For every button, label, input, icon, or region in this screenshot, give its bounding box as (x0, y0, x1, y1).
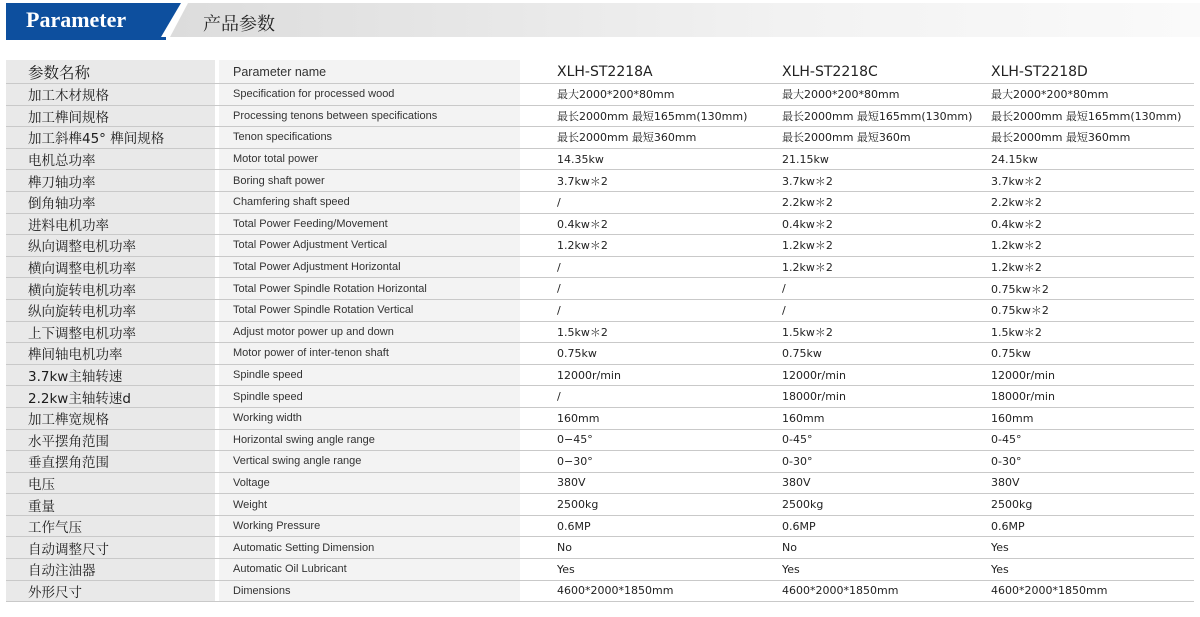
column-gap (520, 364, 547, 386)
value-model-c: 2500kg (772, 494, 981, 516)
value-model-d: 380V (981, 472, 1194, 494)
section-header (0, 0, 1200, 42)
table-row (6, 343, 1194, 365)
param-name-cn: 水平摆角范围 (6, 429, 215, 451)
value-model-d: 1.2kw＊2 (981, 235, 1194, 257)
table-row (6, 213, 1194, 235)
table-row (6, 127, 1194, 149)
column-gap (520, 537, 547, 559)
column-gap (520, 343, 547, 365)
table-row (6, 299, 1194, 321)
param-name-en: Voltage (219, 472, 520, 494)
param-name-en: Chamfering shaft speed (219, 191, 520, 213)
value-model-d: 2500kg (981, 494, 1194, 516)
param-name-en: Spindle speed (219, 386, 520, 408)
param-name-en: Adjust motor power up and down (219, 321, 520, 343)
column-gap (520, 105, 547, 127)
value-model-a: / (547, 191, 772, 213)
table-row (6, 235, 1194, 257)
param-name-en: Tenon specifications (219, 127, 520, 149)
param-name-cn: 加工榫宽规格 (6, 407, 215, 429)
value-model-c: Yes (772, 559, 981, 581)
param-name-en: Spindle speed (219, 364, 520, 386)
value-model-d: 160mm (981, 407, 1194, 429)
value-model-c: / (772, 299, 981, 321)
table-row (6, 321, 1194, 343)
value-model-a: Yes (547, 559, 772, 581)
table-row (6, 515, 1194, 537)
param-name-en: Specification for processed wood (219, 84, 520, 106)
table-row (6, 84, 1194, 106)
value-model-c: 1.2kw＊2 (772, 235, 981, 257)
param-name-en: Motor total power (219, 148, 520, 170)
column-gap (520, 148, 547, 170)
table-row (6, 451, 1194, 473)
value-model-a: No (547, 537, 772, 559)
param-name-en: Total Power Spindle Rotation Horizontal (219, 278, 520, 300)
table-row (6, 407, 1194, 429)
param-name-cn: 横向调整电机功率 (6, 256, 215, 278)
table-row (6, 105, 1194, 127)
param-name-cn: 横向旋转电机功率 (6, 278, 215, 300)
header-title-cn: 产品参数 (203, 14, 275, 35)
column-gap (520, 170, 547, 192)
header-model-c: XLH-ST2218C (772, 60, 981, 84)
parameter-table-container (6, 60, 1194, 602)
param-name-en: Motor power of inter-tenon shaft (219, 343, 520, 365)
param-name-cn: 3.7kw主轴转速 (6, 364, 215, 386)
value-model-c: 0-45° (772, 429, 981, 451)
value-model-a: 1.5kw＊2 (547, 321, 772, 343)
param-name-cn: 2.2kw主轴转速d (6, 386, 215, 408)
column-gap (520, 407, 547, 429)
value-model-a: / (547, 256, 772, 278)
column-gap (520, 386, 547, 408)
value-model-a: 0−45° (547, 429, 772, 451)
param-name-en: Dimensions (219, 580, 520, 602)
param-name-cn: 纵向调整电机功率 (6, 235, 215, 257)
param-name-en: Working Pressure (219, 515, 520, 537)
value-model-d: 0-45° (981, 429, 1194, 451)
param-name-en: Working width (219, 407, 520, 429)
param-name-en: Boring shaft power (219, 170, 520, 192)
column-gap (520, 299, 547, 321)
param-name-cn: 纵向旋转电机功率 (6, 299, 215, 321)
value-model-c: / (772, 278, 981, 300)
value-model-d: 0.4kw＊2 (981, 213, 1194, 235)
table-row (6, 278, 1194, 300)
param-name-en: Total Power Spindle Rotation Vertical (219, 299, 520, 321)
value-model-a: 3.7kw＊2 (547, 170, 772, 192)
param-name-cn: 电压 (6, 472, 215, 494)
value-model-c: 最大2000*200*80mm (772, 84, 981, 106)
param-name-cn: 重量 (6, 494, 215, 516)
value-model-d: 2.2kw＊2 (981, 191, 1194, 213)
value-model-a: 0.4kw＊2 (547, 213, 772, 235)
column-gap (520, 429, 547, 451)
value-model-d: 最大2000*200*80mm (981, 84, 1194, 106)
value-model-c: 1.5kw＊2 (772, 321, 981, 343)
param-name-cn: 榫间轴电机功率 (6, 343, 215, 365)
table-row (6, 170, 1194, 192)
value-model-a: / (547, 278, 772, 300)
header-underline (6, 37, 166, 40)
value-model-d: 0.75kw＊2 (981, 299, 1194, 321)
value-model-d: 24.15kw (981, 148, 1194, 170)
value-model-a: 160mm (547, 407, 772, 429)
value-model-a: 最大2000*200*80mm (547, 84, 772, 106)
value-model-c: 12000r/min (772, 364, 981, 386)
column-gap (520, 84, 547, 106)
column-gap (520, 580, 547, 602)
table-header-row (6, 60, 1194, 84)
param-name-cn: 垂直摆角范围 (6, 451, 215, 473)
param-name-cn: 自动调整尺寸 (6, 537, 215, 559)
column-gap (520, 472, 547, 494)
param-name-cn: 榫刀轴功率 (6, 170, 215, 192)
value-model-d: 0.6MP (981, 515, 1194, 537)
value-model-d: 1.5kw＊2 (981, 321, 1194, 343)
column-gap (520, 278, 547, 300)
value-model-d: Yes (981, 537, 1194, 559)
value-model-a: 0.75kw (547, 343, 772, 365)
column-gap (520, 235, 547, 257)
table-row (6, 472, 1194, 494)
value-model-c: 0.6MP (772, 515, 981, 537)
value-model-a: 2500kg (547, 494, 772, 516)
value-model-c: 160mm (772, 407, 981, 429)
value-model-c: 3.7kw＊2 (772, 170, 981, 192)
value-model-a: 380V (547, 472, 772, 494)
column-gap (520, 494, 547, 516)
value-model-c: 4600*2000*1850mm (772, 580, 981, 602)
table-row (6, 494, 1194, 516)
value-model-a: 4600*2000*1850mm (547, 580, 772, 602)
param-name-en: Total Power Feeding/Movement (219, 213, 520, 235)
value-model-c: No (772, 537, 981, 559)
table-row (6, 386, 1194, 408)
param-name-cn: 进料电机功率 (6, 213, 215, 235)
parameter-table (6, 60, 1194, 602)
value-model-a: 12000r/min (547, 364, 772, 386)
column-gap (520, 191, 547, 213)
param-name-en: Total Power Adjustment Vertical (219, 235, 520, 257)
value-model-d: 0.75kw (981, 343, 1194, 365)
column-gap (520, 256, 547, 278)
value-model-d: 12000r/min (981, 364, 1194, 386)
param-name-cn: 加工木材规格 (6, 84, 215, 106)
header-name-en: Parameter name (219, 60, 520, 84)
value-model-a: 最长2000mm 最短360mm (547, 127, 772, 149)
value-model-a: 0−30° (547, 451, 772, 473)
column-gap (520, 213, 547, 235)
header-title-en: Parameter (26, 7, 127, 32)
value-model-d: 最长2000mm 最短165mm(130mm) (981, 105, 1194, 127)
param-name-cn: 加工榫间规格 (6, 105, 215, 127)
column-gap (520, 515, 547, 537)
table-row (6, 364, 1194, 386)
value-model-d: 0-30° (981, 451, 1194, 473)
value-model-a: / (547, 386, 772, 408)
value-model-c: 2.2kw＊2 (772, 191, 981, 213)
param-name-cn: 外形尺寸 (6, 580, 215, 602)
header-gray-band (170, 3, 1200, 37)
value-model-c: 0-30° (772, 451, 981, 473)
header-name-cn: 参数名称 (6, 60, 215, 84)
param-name-en: Processing tenons between specifications (219, 105, 520, 127)
column-gap (520, 451, 547, 473)
value-model-a: / (547, 299, 772, 321)
value-model-c: 最长2000mm 最短165mm(130mm) (772, 105, 981, 127)
param-name-en: Automatic Setting Dimension (219, 537, 520, 559)
value-model-d: 4600*2000*1850mm (981, 580, 1194, 602)
value-model-c: 18000r/min (772, 386, 981, 408)
column-gap (520, 60, 547, 84)
table-row (6, 559, 1194, 581)
param-name-cn: 自动注油器 (6, 559, 215, 581)
header-model-a: XLH-ST2218A (547, 60, 772, 84)
table-row (6, 191, 1194, 213)
column-gap (520, 127, 547, 149)
table-row (6, 580, 1194, 602)
value-model-a: 14.35kw (547, 148, 772, 170)
value-model-d: 3.7kw＊2 (981, 170, 1194, 192)
table-row (6, 256, 1194, 278)
param-name-cn: 加工斜榫45° 榫间规格 (6, 127, 215, 149)
param-name-cn: 倒角轴功率 (6, 191, 215, 213)
column-gap (520, 559, 547, 581)
param-name-cn: 工作气压 (6, 515, 215, 537)
param-name-en: Vertical swing angle range (219, 451, 520, 473)
value-model-a: 1.2kw＊2 (547, 235, 772, 257)
param-name-cn: 电机总功率 (6, 148, 215, 170)
table-row (6, 537, 1194, 559)
table-row (6, 148, 1194, 170)
value-model-a: 0.6MP (547, 515, 772, 537)
value-model-d: 最长2000mm 最短360mm (981, 127, 1194, 149)
param-name-en: Total Power Adjustment Horizontal (219, 256, 520, 278)
param-name-en: Automatic Oil Lubricant (219, 559, 520, 581)
value-model-d: Yes (981, 559, 1194, 581)
table-row (6, 429, 1194, 451)
value-model-d: 18000r/min (981, 386, 1194, 408)
param-name-cn: 上下调整电机功率 (6, 321, 215, 343)
value-model-c: 0.4kw＊2 (772, 213, 981, 235)
value-model-c: 最长2000mm 最短360m (772, 127, 981, 149)
value-model-c: 1.2kw＊2 (772, 256, 981, 278)
value-model-c: 0.75kw (772, 343, 981, 365)
value-model-d: 1.2kw＊2 (981, 256, 1194, 278)
column-gap (520, 321, 547, 343)
value-model-c: 380V (772, 472, 981, 494)
value-model-d: 0.75kw＊2 (981, 278, 1194, 300)
param-name-en: Weight (219, 494, 520, 516)
header-model-d: XLH-ST2218D (981, 60, 1194, 84)
param-name-en: Horizontal swing angle range (219, 429, 520, 451)
value-model-a: 最长2000mm 最短165mm(130mm) (547, 105, 772, 127)
value-model-c: 21.15kw (772, 148, 981, 170)
